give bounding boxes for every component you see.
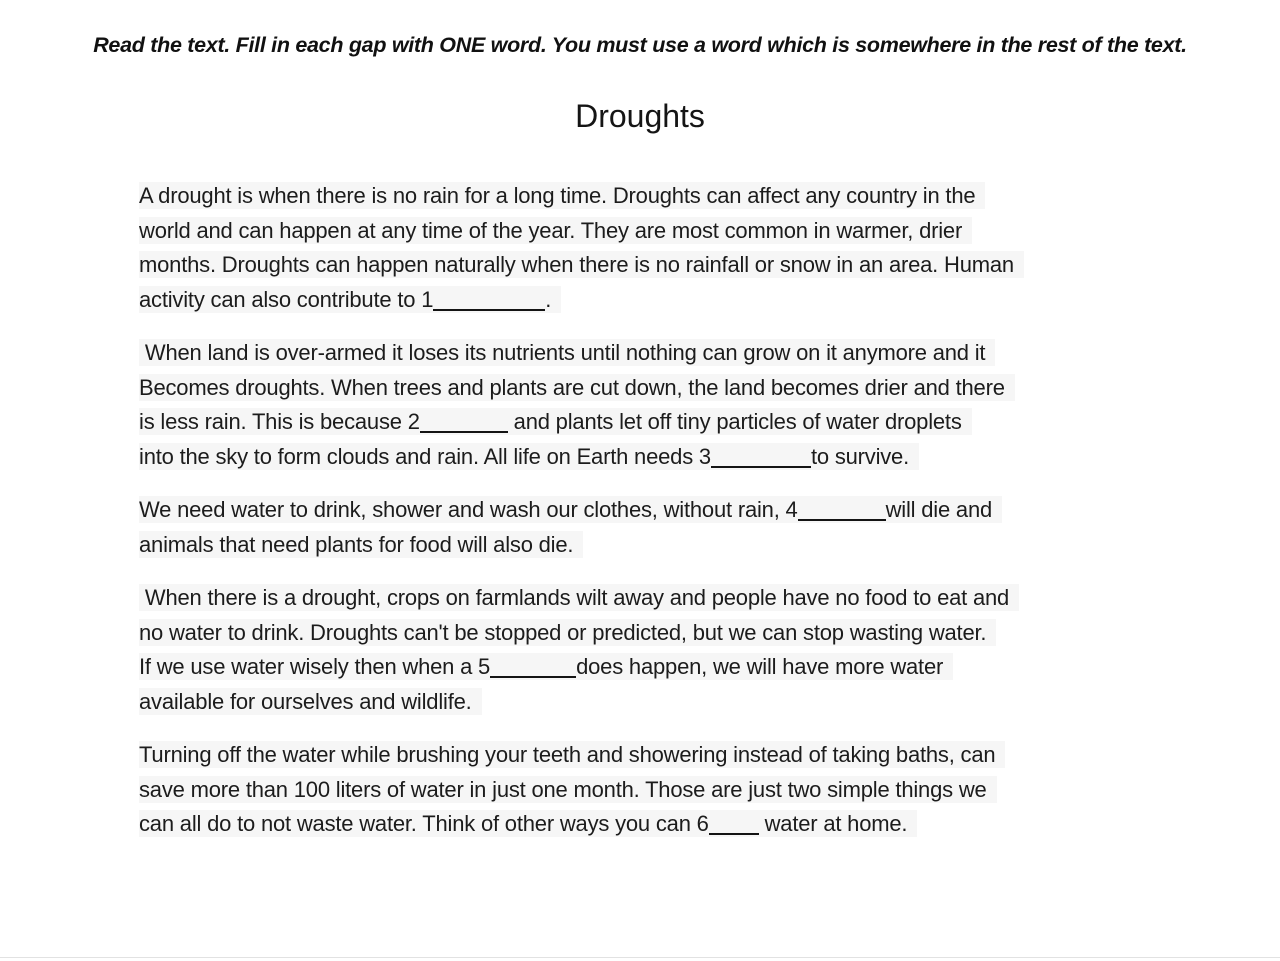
text-line-highlight: no water to drink. Droughts can't be stopped or predicted, but we can stop wasting water. [139,619,996,646]
text-line [139,528,1139,563]
text-line [139,738,1139,773]
text-line-highlight: When land is over-armed it loses its nutrients until nothing can grow on it anymore and it [139,339,995,366]
text-line [139,650,1139,685]
gap-blank-3 [711,450,811,468]
text-line [139,440,1139,475]
text-line-highlight: save more than 100 liters of water in just one month. Those are just two simple things we [139,776,997,803]
text-paragraph [139,179,1139,317]
text-paragraph [139,581,1139,719]
text-line [139,371,1139,406]
text-line [139,248,1139,283]
text-paragraph [139,336,1139,474]
text-paragraph [139,493,1139,562]
text-line [139,283,1139,318]
text-line-highlight: When there is a drought, crops on farmlands wilt away and people have no food to eat and [139,584,1019,611]
gap-blank-6 [709,817,759,835]
text-line-highlight: activity can also contribute to 1 . [139,286,561,313]
page-title: Droughts [575,98,705,134]
text-line [139,616,1139,651]
text-line [139,493,1139,528]
text-line-highlight: Becomes droughts. When trees and plants are cut down, the land becomes drier and there [139,374,1015,401]
page-edge-line [0,957,1280,958]
text-line-highlight: If we use water wisely then when a 5 does happen, we will have more water [139,653,953,680]
text-line-highlight: world and can happen at any time of the year. They are most common in warmer, drier [139,217,972,244]
text-line [139,405,1139,440]
text-line [139,214,1139,249]
text-line [139,773,1139,808]
text-line-highlight: can all do to not waste water. Think of other ways you can 6 water at home. [139,810,917,837]
text-line-highlight: months. Droughts can happen naturally when there is no rainfall or snow in an area. Human [139,251,1024,278]
text-line-highlight: We need water to drink, shower and wash our clothes, without rain, 4 will die and [139,496,1002,523]
gap-blank-2 [420,415,508,433]
gap-blank-1 [433,293,545,311]
text-line-highlight: animals that need plants for food will also die. [139,531,583,558]
text-line-highlight: Turning off the water while brushing your teeth and showering instead of taking baths, can [139,741,1005,768]
text-line [139,685,1139,720]
text-line [139,581,1139,616]
text-line-highlight: A drought is when there is no rain for a long time. Droughts can affect any country in the [139,182,985,209]
text-line-highlight: into the sky to form clouds and rain. All life on Earth needs 3 to survive. [139,443,919,470]
gap-blank-4 [798,503,886,521]
text-line [139,807,1139,842]
text-body [139,179,1139,842]
text-line [139,179,1139,214]
text-line [139,336,1139,371]
instruction-text: Read the text. Fill in each gap with ONE word. You must use a word which is somewhere in the rest of the text. [93,33,1187,57]
text-paragraph [139,738,1139,842]
text-line-highlight: available for ourselves and wildlife. [139,688,482,715]
text-line-highlight: is less rain. This is because 2 and plants let off tiny particles of water droplets [139,408,972,435]
gap-blank-5 [490,660,576,678]
